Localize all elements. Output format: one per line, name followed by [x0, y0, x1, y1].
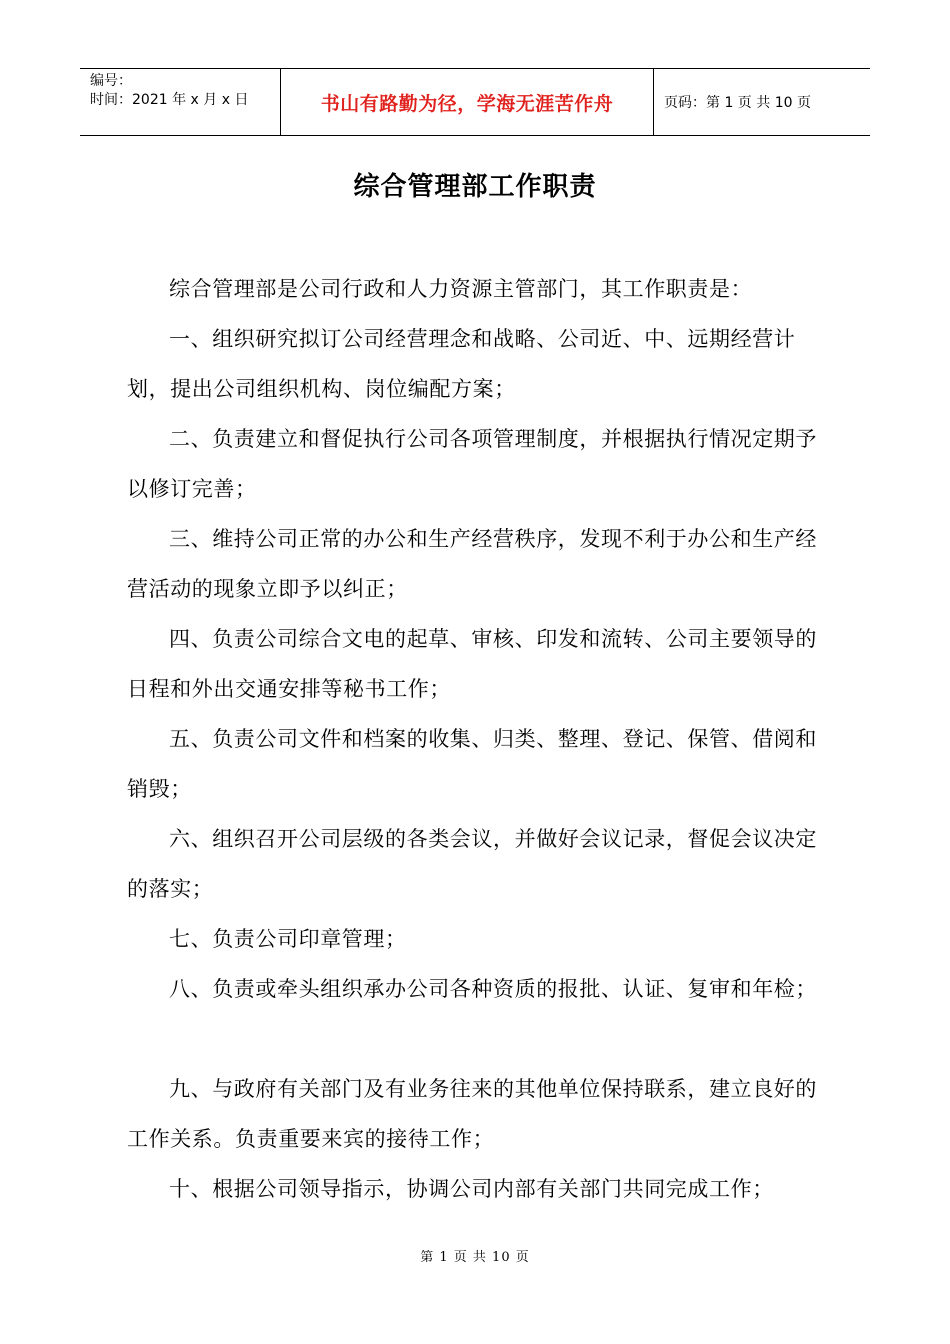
paragraph-item-6: 六、组织召开公司层级的各类会议，并做好会议记录，督促会议决定的落实；: [127, 827, 817, 901]
header-page-cell: [654, 69, 870, 135]
paragraph-item-1: 一、组织研究拟订公司经营理念和战略、公司近、中、远期经营计划，提出公司组织机构、岗位编配方案；: [127, 327, 796, 401]
document-title: 综合管理部工作职责: [353, 172, 597, 202]
motto-text: 书山有路勤为径，学海无涯苦作舟: [320, 92, 614, 115]
header-motto-cell: [281, 69, 654, 135]
paragraph-item-8: 八、负责或牵头组织承办公司各种资质的报批、认证、复审和年检；: [169, 977, 817, 1001]
paragraph-item-9: 九、与政府有关部门及有业务往来的其他单位保持联系，建立良好的工作关系。负责重要来宾的接待工作；: [127, 1077, 817, 1151]
header-table: [80, 68, 870, 136]
paragraph-intro: 综合管理部是公司行政和人力资源主管部门，其工作职责是：: [169, 277, 753, 301]
paragraph-item-10: 十、根据公司领导指示，协调公司内部有关部门共同完成工作；: [169, 1177, 774, 1201]
paragraph-item-2: 二、负责建立和督促执行公司各项管理制度，并根据执行情况定期予以修订完善；: [127, 427, 817, 501]
serial-label: 编号：: [90, 73, 132, 89]
paragraph-item-4: 四、负责公司综合文电的起草、审核、印发和流转、公司主要领导的日程和外出交通安排等秘书工作；: [127, 627, 817, 701]
date-label: 时间：2021 年 x 月 x 日: [90, 92, 249, 108]
paragraph-item-3: 三、维持公司正常的办公和生产经营秩序，发现不利于办公和生产经营活动的现象立即予以纠正；: [127, 527, 817, 601]
paragraph-item-5: 五、负责公司文件和档案的收集、归类、整理、登记、保管、借阅和销毁；: [127, 727, 817, 801]
page-footer: 第 1 页 共 10 页: [420, 1250, 530, 1265]
document-body: [127, 264, 827, 1214]
paragraph-item-7: 七、负责公司印章管理；: [169, 927, 407, 951]
page-info: 页码：第 1 页 共 10 页: [664, 95, 811, 111]
header-meta-cell: [80, 69, 281, 135]
